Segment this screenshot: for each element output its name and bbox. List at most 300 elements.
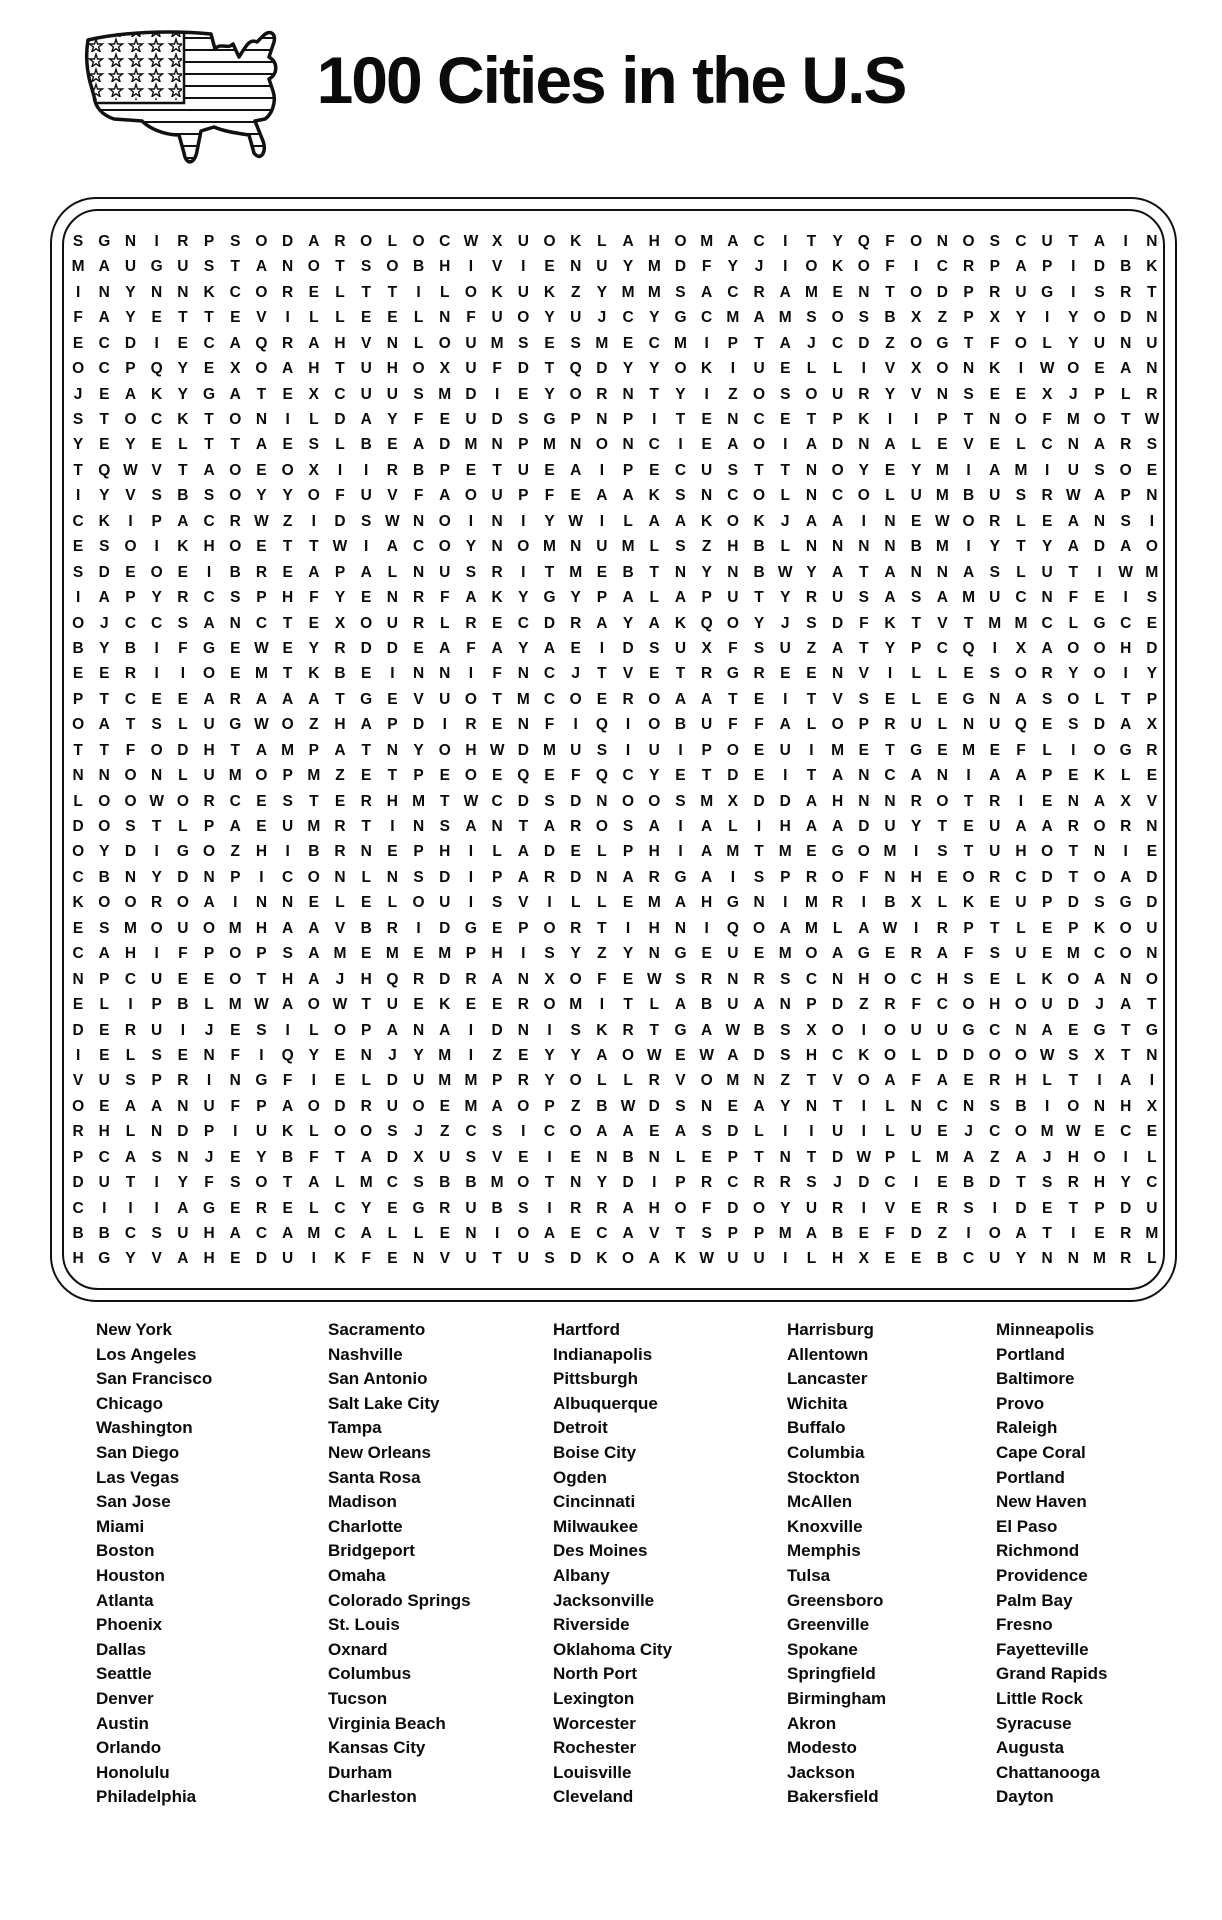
grid-letter: O (962, 232, 975, 250)
grid-letter: E (1094, 589, 1105, 607)
grid-letter: Y (256, 487, 267, 505)
grid-letter: I (783, 232, 788, 250)
word-list-item: Colorado Springs (328, 1590, 471, 1610)
word-list-item: Birmingham (787, 1688, 887, 1708)
grid-letter: P (911, 639, 922, 657)
grid-letter: U (177, 1225, 189, 1243)
grid-letter: P (1120, 487, 1131, 505)
grid-letter: U (177, 258, 189, 276)
grid-letter: O (569, 385, 582, 403)
grid-letter: E (439, 1225, 450, 1243)
grid-letter: M (307, 818, 321, 836)
grid-letter: T (885, 741, 895, 759)
grid-letter: O (281, 461, 294, 479)
grid-letter: C (255, 1225, 268, 1243)
grid-letter: N (1146, 945, 1158, 963)
grid-letter: S (72, 563, 84, 581)
grid-letter: S (1041, 690, 1053, 708)
grid-letter: X (308, 461, 319, 479)
grid-letter: D (832, 436, 844, 454)
grid-letter: E (570, 843, 581, 861)
grid-letter: N (596, 1148, 608, 1166)
grid-letter: L (309, 1199, 319, 1217)
grid-letter: E (675, 1046, 686, 1064)
grid-letter: C (674, 461, 687, 479)
grid-letter: F (178, 945, 188, 963)
grid-letter: A (439, 639, 451, 657)
grid-letter: T (623, 996, 633, 1014)
grid-letter: P (1094, 1199, 1105, 1217)
grid-letter: K (439, 996, 451, 1014)
grid-letter: R (1120, 283, 1132, 301)
grid-letter: O (517, 309, 530, 327)
grid-letter: L (1016, 563, 1026, 581)
grid-letter: O (674, 1199, 687, 1217)
grid-letter: M (464, 436, 478, 454)
grid-letter: A (1120, 996, 1132, 1014)
grid-letter: I (992, 1199, 997, 1217)
grid-letter: E (334, 1072, 346, 1090)
grid-letter: P (701, 589, 712, 607)
grid-letter: E (884, 461, 896, 479)
grid-letter: I (992, 639, 997, 657)
grid-letter: F (544, 487, 555, 505)
grid-letter: I (154, 639, 159, 657)
grid-letter: U (517, 232, 529, 250)
grid-letter: I (521, 563, 526, 581)
grid-letter: M (438, 1072, 452, 1090)
grid-letter: E (649, 461, 660, 479)
grid-letter: G (674, 1021, 687, 1039)
grid-letter: L (1016, 970, 1026, 988)
grid-letter: C (386, 1174, 398, 1192)
grid-letter: I (154, 334, 159, 352)
grid-letter: F (73, 309, 83, 327)
grid-letter: N (989, 411, 1001, 429)
grid-letter: A (98, 716, 110, 734)
grid-letter: L (440, 614, 450, 632)
grid-letter: E (439, 767, 450, 785)
grid-letter: A (596, 1123, 608, 1141)
grid-letter: P (72, 690, 84, 708)
grid-letter: R (1041, 487, 1053, 505)
grid-letter: N (412, 1021, 425, 1039)
grid-letter: U (98, 1072, 110, 1090)
grid-letter: S (963, 1199, 974, 1217)
grid-letter: L (937, 894, 948, 912)
grid-letter: S (177, 614, 189, 632)
grid-letter: G (229, 716, 242, 734)
grid-letter: S (282, 792, 293, 810)
grid-letter: E (256, 818, 267, 836)
grid-letter: O (255, 283, 268, 301)
grid-letter: M (307, 1225, 321, 1243)
grid-letter: I (1123, 232, 1128, 250)
grid-letter: I (861, 1199, 866, 1217)
grid-letter: A (1120, 1072, 1132, 1090)
grid-letter: O (360, 232, 373, 250)
grid-letter: M (935, 1148, 949, 1166)
grid-letter: G (543, 589, 556, 607)
grid-letter: D (386, 1148, 398, 1166)
grid-letter: J (571, 665, 581, 683)
grid-letter: R (412, 614, 425, 632)
grid-letter: P (544, 1097, 555, 1115)
grid-letter: R (386, 919, 398, 937)
grid-letter: C (622, 309, 634, 327)
grid-letter: H (648, 919, 660, 937)
grid-letter: E (832, 283, 843, 301)
grid-letter: E (1041, 792, 1053, 810)
grid-letter: R (360, 792, 372, 810)
grid-letter: C (72, 1199, 84, 1217)
word-list-item: Riverside (553, 1615, 630, 1635)
grid-letter: A (308, 690, 320, 708)
grid-letter: O (255, 360, 268, 378)
grid-letter: O (569, 1072, 582, 1090)
grid-letter: V (361, 334, 372, 352)
grid-letter: N (727, 563, 739, 581)
grid-letter: A (203, 690, 215, 708)
grid-letter: Y (544, 309, 555, 327)
grid-letter: I (390, 665, 395, 683)
grid-letter: T (73, 741, 83, 759)
grid-letter: K (858, 411, 870, 429)
grid-letter: Q (386, 970, 399, 988)
grid-letter: H (308, 360, 320, 378)
grid-letter: A (1093, 970, 1106, 988)
grid-letter: D (543, 843, 556, 861)
grid-letter: I (206, 1072, 212, 1090)
grid-letter: Q (595, 716, 608, 734)
word-list-item: Hartford (553, 1320, 621, 1339)
word-list-column (996, 1318, 1156, 1810)
grid-letter: V (884, 360, 896, 378)
grid-letter: Y (753, 614, 765, 632)
grid-letter: I (285, 1021, 290, 1039)
grid-letter: R (936, 919, 948, 937)
grid-letter: E (230, 665, 241, 683)
grid-letter: P (151, 996, 162, 1014)
grid-letter: D (910, 1225, 922, 1243)
grid-letter: E (937, 1123, 948, 1141)
grid-letter: R (255, 563, 268, 581)
grid-letter: S (1094, 283, 1105, 301)
grid-letter: G (176, 843, 189, 861)
grid-letter: A (701, 1021, 713, 1039)
grid-letter: X (491, 232, 503, 250)
grid-letter: L (780, 538, 790, 556)
grid-letter: I (128, 1199, 133, 1217)
grid-letter: E (937, 436, 948, 454)
grid-letter: U (465, 1250, 477, 1268)
grid-letter: O (674, 360, 687, 378)
grid-letter: E (230, 309, 241, 327)
grid-letter: R (858, 385, 870, 403)
grid-letter: L (832, 360, 843, 378)
word-list-item: Greenville (787, 1615, 870, 1635)
grid-letter: W (1144, 411, 1160, 429)
grid-letter: I (75, 1046, 81, 1064)
grid-letter: E (989, 436, 1000, 454)
grid-letter: U (596, 538, 608, 556)
grid-letter: Y (308, 1046, 319, 1064)
grid-letter: M (569, 996, 583, 1014)
grid-letter: S (1068, 716, 1079, 734)
grid-letter: U (386, 996, 398, 1014)
grid-letter: D (1146, 868, 1158, 886)
grid-letter: H (832, 792, 844, 810)
grid-letter: O (857, 843, 870, 861)
word-list-item: Knoxville (787, 1516, 863, 1536)
grid-letter: X (230, 360, 241, 378)
grid-letter: U (203, 1097, 215, 1115)
grid-letter: L (623, 512, 633, 530)
grid-letter: U (1015, 945, 1027, 963)
grid-letter: R (701, 970, 713, 988)
grid-letter: Y (465, 538, 477, 556)
grid-letter: W (254, 512, 269, 530)
grid-letter: O (124, 792, 137, 810)
word-list-item: Boise City (553, 1442, 637, 1462)
grid-letter: N (936, 563, 948, 581)
grid-letter: D (674, 258, 687, 276)
grid-letter: R (229, 690, 241, 708)
grid-letter: U (517, 283, 529, 301)
word-list-item: Tulsa (787, 1565, 831, 1585)
grid-letter: O (517, 1174, 530, 1192)
grid-letter: R (622, 1021, 634, 1039)
grid-letter: C (989, 1123, 1001, 1141)
grid-letter: E (937, 1174, 948, 1192)
grid-letter: G (674, 868, 687, 886)
grid-letter: C (255, 614, 268, 632)
grid-letter: N (884, 512, 896, 530)
grid-letter: A (124, 1097, 137, 1115)
grid-letter: P (491, 868, 503, 886)
grid-letter: I (128, 512, 133, 530)
grid-letter: Y (806, 563, 817, 581)
grid-letter: E (1068, 1021, 1079, 1039)
word-list-column (328, 1318, 553, 1810)
grid-letter: A (229, 334, 241, 352)
grid-letter: A (805, 792, 818, 810)
word-list-item: Albuquerque (553, 1393, 658, 1413)
grid-letter: R (1067, 818, 1079, 836)
grid-letter: B (412, 258, 425, 276)
grid-letter: Y (1068, 334, 1079, 352)
grid-letter: O (150, 563, 163, 581)
grid-letter: E (361, 589, 372, 607)
grid-letter: T (1147, 283, 1157, 301)
grid-letter: E (544, 258, 555, 276)
grid-letter: L (1147, 1148, 1157, 1166)
grid-letter: A (1067, 512, 1079, 530)
grid-letter: W (935, 512, 950, 530)
grid-letter: S (675, 538, 686, 556)
grid-letter: B (962, 487, 975, 505)
grid-letter: A (674, 996, 687, 1014)
grid-letter: N (517, 716, 529, 734)
grid-letter: I (652, 411, 657, 429)
grid-letter: T (963, 792, 974, 810)
grid-letter: M (778, 309, 792, 327)
grid-letter: C (1120, 614, 1132, 632)
grid-letter: I (364, 538, 369, 556)
grid-letter: Y (282, 487, 293, 505)
grid-letter: F (125, 741, 136, 759)
grid-letter: S (151, 1148, 162, 1166)
grid-letter: N (1146, 309, 1158, 327)
grid-letter: P (387, 716, 398, 734)
grid-letter: U (439, 563, 451, 581)
grid-letter: N (858, 538, 870, 556)
grid-letter: L (361, 868, 371, 886)
grid-letter: D (1093, 258, 1106, 276)
grid-letter: C (805, 970, 818, 988)
grid-letter: A (1093, 436, 1106, 454)
grid-letter: E (911, 512, 922, 530)
grid-letter: U (465, 1199, 477, 1217)
grid-letter: D (72, 1174, 84, 1192)
grid-letter: M (490, 1174, 504, 1192)
grid-letter: P (963, 283, 974, 301)
grid-letter: P (1041, 258, 1053, 276)
grid-letter: N (124, 232, 137, 250)
grid-letter: P (858, 716, 869, 734)
grid-letter: J (388, 1046, 397, 1064)
grid-letter: I (285, 411, 290, 429)
grid-letter: O (595, 818, 608, 836)
grid-letter: G (150, 258, 163, 276)
grid-letter: N (596, 868, 608, 886)
grid-letter: S (413, 868, 424, 886)
grid-letter: O (674, 232, 687, 250)
word-list-item: Augusta (996, 1738, 1064, 1758)
word-list-item: Springfield (787, 1664, 876, 1684)
grid-letter: J (780, 614, 790, 632)
grid-letter: O (333, 1021, 347, 1039)
grid-letter: E (1094, 1123, 1105, 1141)
grid-letter: P (256, 945, 267, 963)
grid-letter: Y (675, 385, 686, 403)
grid-letter: I (259, 1046, 264, 1064)
grid-letter: M (778, 1225, 792, 1243)
grid-letter: U (648, 741, 660, 759)
grid-letter: L (335, 1174, 345, 1192)
grid-letter: N (98, 283, 110, 301)
grid-letter: S (596, 741, 608, 759)
grid-letter: Y (518, 589, 529, 607)
grid-letter: T (701, 767, 712, 785)
grid-letter: A (753, 996, 765, 1014)
grid-letter: S (125, 818, 136, 836)
grid-letter: I (206, 563, 212, 581)
grid-letter: I (678, 843, 683, 861)
grid-letter: N (570, 538, 582, 556)
grid-letter: T (361, 741, 371, 759)
grid-letter: I (704, 919, 709, 937)
grid-letter: S (780, 1046, 791, 1064)
grid-letter: Y (780, 1199, 791, 1217)
grid-letter: T (335, 690, 345, 708)
grid-letter: L (204, 996, 214, 1014)
grid-letter: E (282, 436, 293, 454)
grid-letter: E (387, 309, 398, 327)
grid-letter: J (754, 258, 764, 276)
grid-letter: E (780, 665, 791, 683)
grid-letter: M (543, 741, 556, 759)
grid-letter: R (177, 589, 189, 607)
grid-letter: C (701, 309, 713, 327)
grid-letter: I (521, 945, 526, 963)
grid-letter: N (334, 868, 346, 886)
grid-letter: A (1093, 792, 1106, 810)
grid-letter: N (1093, 512, 1106, 530)
grid-letter: O (857, 258, 870, 276)
grid-letter: I (154, 665, 159, 683)
grid-letter: W (254, 716, 269, 734)
grid-letter: Y (177, 1174, 189, 1192)
grid-letter: Y (780, 589, 791, 607)
grid-letter: E (675, 767, 686, 785)
grid-letter: B (412, 461, 425, 479)
word-list-item: Jacksonville (553, 1590, 655, 1610)
grid-letter: O (72, 1097, 85, 1115)
word-list-item: Rochester (553, 1738, 637, 1758)
grid-letter: F (885, 232, 895, 250)
grid-letter: X (1094, 1046, 1105, 1064)
grid-letter: N (1041, 589, 1053, 607)
grid-letter: N (1067, 792, 1079, 810)
grid-letter: G (543, 411, 556, 429)
grid-letter: T (361, 283, 371, 301)
grid-letter: B (124, 639, 137, 657)
grid-letter: L (335, 436, 345, 454)
grid-letter: T (832, 1097, 843, 1115)
grid-letter: N (805, 538, 818, 556)
grid-letter: P (596, 589, 608, 607)
grid-letter: S (1068, 1046, 1079, 1064)
grid-letter: H (910, 868, 922, 886)
grid-letter: Y (151, 868, 162, 886)
grid-letter: O (569, 1123, 582, 1141)
grid-letter: X (334, 614, 346, 632)
grid-letter: I (704, 385, 709, 403)
grid-letter: Q (255, 334, 268, 352)
word-list-column (787, 1318, 996, 1810)
grid-letter: O (229, 538, 242, 556)
grid-letter: G (1093, 614, 1106, 632)
grid-letter: D (936, 283, 948, 301)
grid-letter: T (256, 385, 267, 403)
grid-letter: U (832, 385, 844, 403)
grid-letter: H (439, 843, 451, 861)
grid-letter: N (517, 1021, 529, 1039)
grid-letter: I (1044, 461, 1050, 479)
grid-letter: E (1015, 385, 1027, 403)
grid-letter: N (701, 487, 713, 505)
grid-letter: R (151, 894, 163, 912)
grid-letter: B (439, 1174, 451, 1192)
grid-letter: E (72, 919, 84, 937)
grid-letter: N (1120, 334, 1132, 352)
grid-letter: M (228, 996, 242, 1014)
grid-letter: M (988, 614, 1002, 632)
grid-letter: V (937, 614, 948, 632)
grid-letter: N (439, 665, 451, 683)
grid-letter: I (180, 1021, 185, 1039)
